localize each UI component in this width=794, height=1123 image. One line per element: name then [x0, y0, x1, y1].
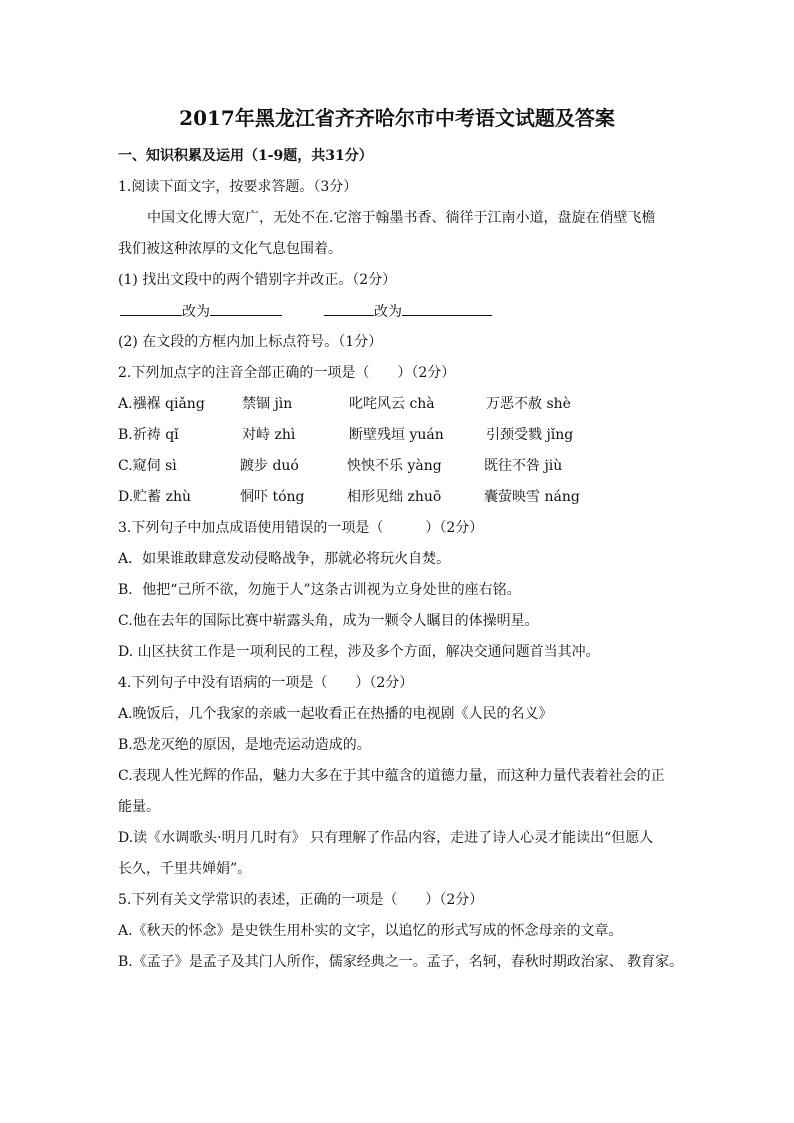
question-3-option: C.他在去年的国际比赛中崭露头角，成为一颗令人瞩目的体操明星。 — [118, 613, 539, 629]
option-cell: 叱咤风云 chà — [349, 396, 435, 412]
question-4-option: A.晚饭后，几个我家的亲戚一起收看正在热播的电视剧《人民的名义》 — [118, 706, 553, 722]
change-to-label: 改为 — [182, 304, 210, 320]
question-4-option-continued: 长久，千里共婵娟”。 — [118, 861, 252, 877]
option-cell: 恫吓 tóng — [240, 489, 305, 505]
passage-line: 我们被这种浓厚的文化气息包围着。 — [118, 241, 342, 257]
question-4-option: B.恐龙灭绝的原因，是地壳运动造成的。 — [118, 737, 371, 753]
question-3-option: B．他把“己所不欲，勿施于人”这条古训视为立身处世的座右铭。 — [118, 582, 521, 598]
question-3-option: A．如果谁敢肆意发动侵略战争，那就必将玩火自焚。 — [118, 551, 451, 567]
option-cell: C.窥伺 sì — [118, 458, 177, 474]
change-to-label: 改为 — [374, 304, 402, 320]
question-4-option-continued: 能量。 — [118, 799, 160, 815]
option-cell: 对峙 zhì — [242, 427, 296, 443]
option-cell: 踱步 duó — [240, 458, 299, 474]
question-5-option: A.《秋天的怀念》是史铁生用朴实的文字，以追忆的形式写成的怀念母亲的文章。 — [118, 923, 623, 939]
question-4-option: C.表现人性光辉的作品，魅力大多在于其中蕴含的道德力量，而这种力量代表着社会的正 — [118, 768, 665, 784]
question-4-stem: 4.下列句子中没有语病的一项是（ ）（2分） — [118, 675, 414, 691]
question-5-stem: 5.下列有关文学常识的表述，正确的一项是（ ）（2分） — [118, 892, 484, 908]
question-1-sub-2: (2) 在文段的方框内加上标点符号。（1分） — [118, 334, 383, 350]
option-cell: D.贮蓄 zhù — [118, 489, 192, 505]
question-3-stem: 3.下列句子中加点成语使用错误的一项是（ ）（2分） — [118, 520, 484, 536]
option-cell: 怏怏不乐 yàng — [347, 458, 442, 474]
answer-blanks-row — [118, 301, 492, 322]
page-title: 2017年黑龙江省齐齐哈尔市中考语文试题及答案 — [179, 106, 615, 130]
question-3-option: D. 山区扶贫工作是一项利民的工程，涉及多个方面，解决交通问题首当其冲。 — [118, 644, 600, 660]
option-cell: B.祈祷 qǐ — [118, 427, 179, 443]
question-1-stem: 1.阅读下面文字，按要求答题。（3分） — [118, 179, 358, 195]
option-cell: 万恶不赦 shè — [486, 396, 571, 412]
option-cell: 禁锢 jìn — [242, 396, 293, 412]
answer-blank[interactable] — [324, 301, 374, 316]
answer-blank[interactable] — [210, 301, 282, 316]
section-heading: 一、知识积累及运用（1-9题，共31分） — [118, 148, 373, 164]
option-cell: 断壁残垣 yuán — [349, 427, 444, 443]
question-2-stem: 2.下列加点字的注音全部正确的一项是（ ）（2分） — [118, 365, 456, 381]
option-cell: 既往不咎 jiù — [484, 458, 563, 474]
option-cell: 相形见绌 zhuō — [347, 489, 442, 505]
question-5-option: B.《孟子》是孟子及其门人所作，儒家经典之一。孟子，名轲，春秋时期政治家、 教育家。 — [118, 954, 684, 970]
question-4-option: D.读《水调歌头·明月几时有》 只有理解了作品内容，走进了诗人心灵才能读出“但愿人 — [118, 830, 654, 846]
question-1-sub-1: (1) 找出文段中的两个错别字并改正。（2分） — [118, 272, 397, 288]
option-cell: 引颈受戮 jǐng — [486, 427, 574, 443]
passage-line: 中国文化博大宽广，无处不在.它溶于翰墨书香、徜徉于江南小道，盘旋在俏壁飞檐 — [147, 210, 656, 226]
answer-blank[interactable] — [120, 301, 182, 316]
answer-blank[interactable] — [402, 301, 492, 316]
option-cell: 囊萤映雪 náng — [484, 489, 580, 505]
option-cell: A.襁褓 qiǎng — [118, 396, 205, 412]
